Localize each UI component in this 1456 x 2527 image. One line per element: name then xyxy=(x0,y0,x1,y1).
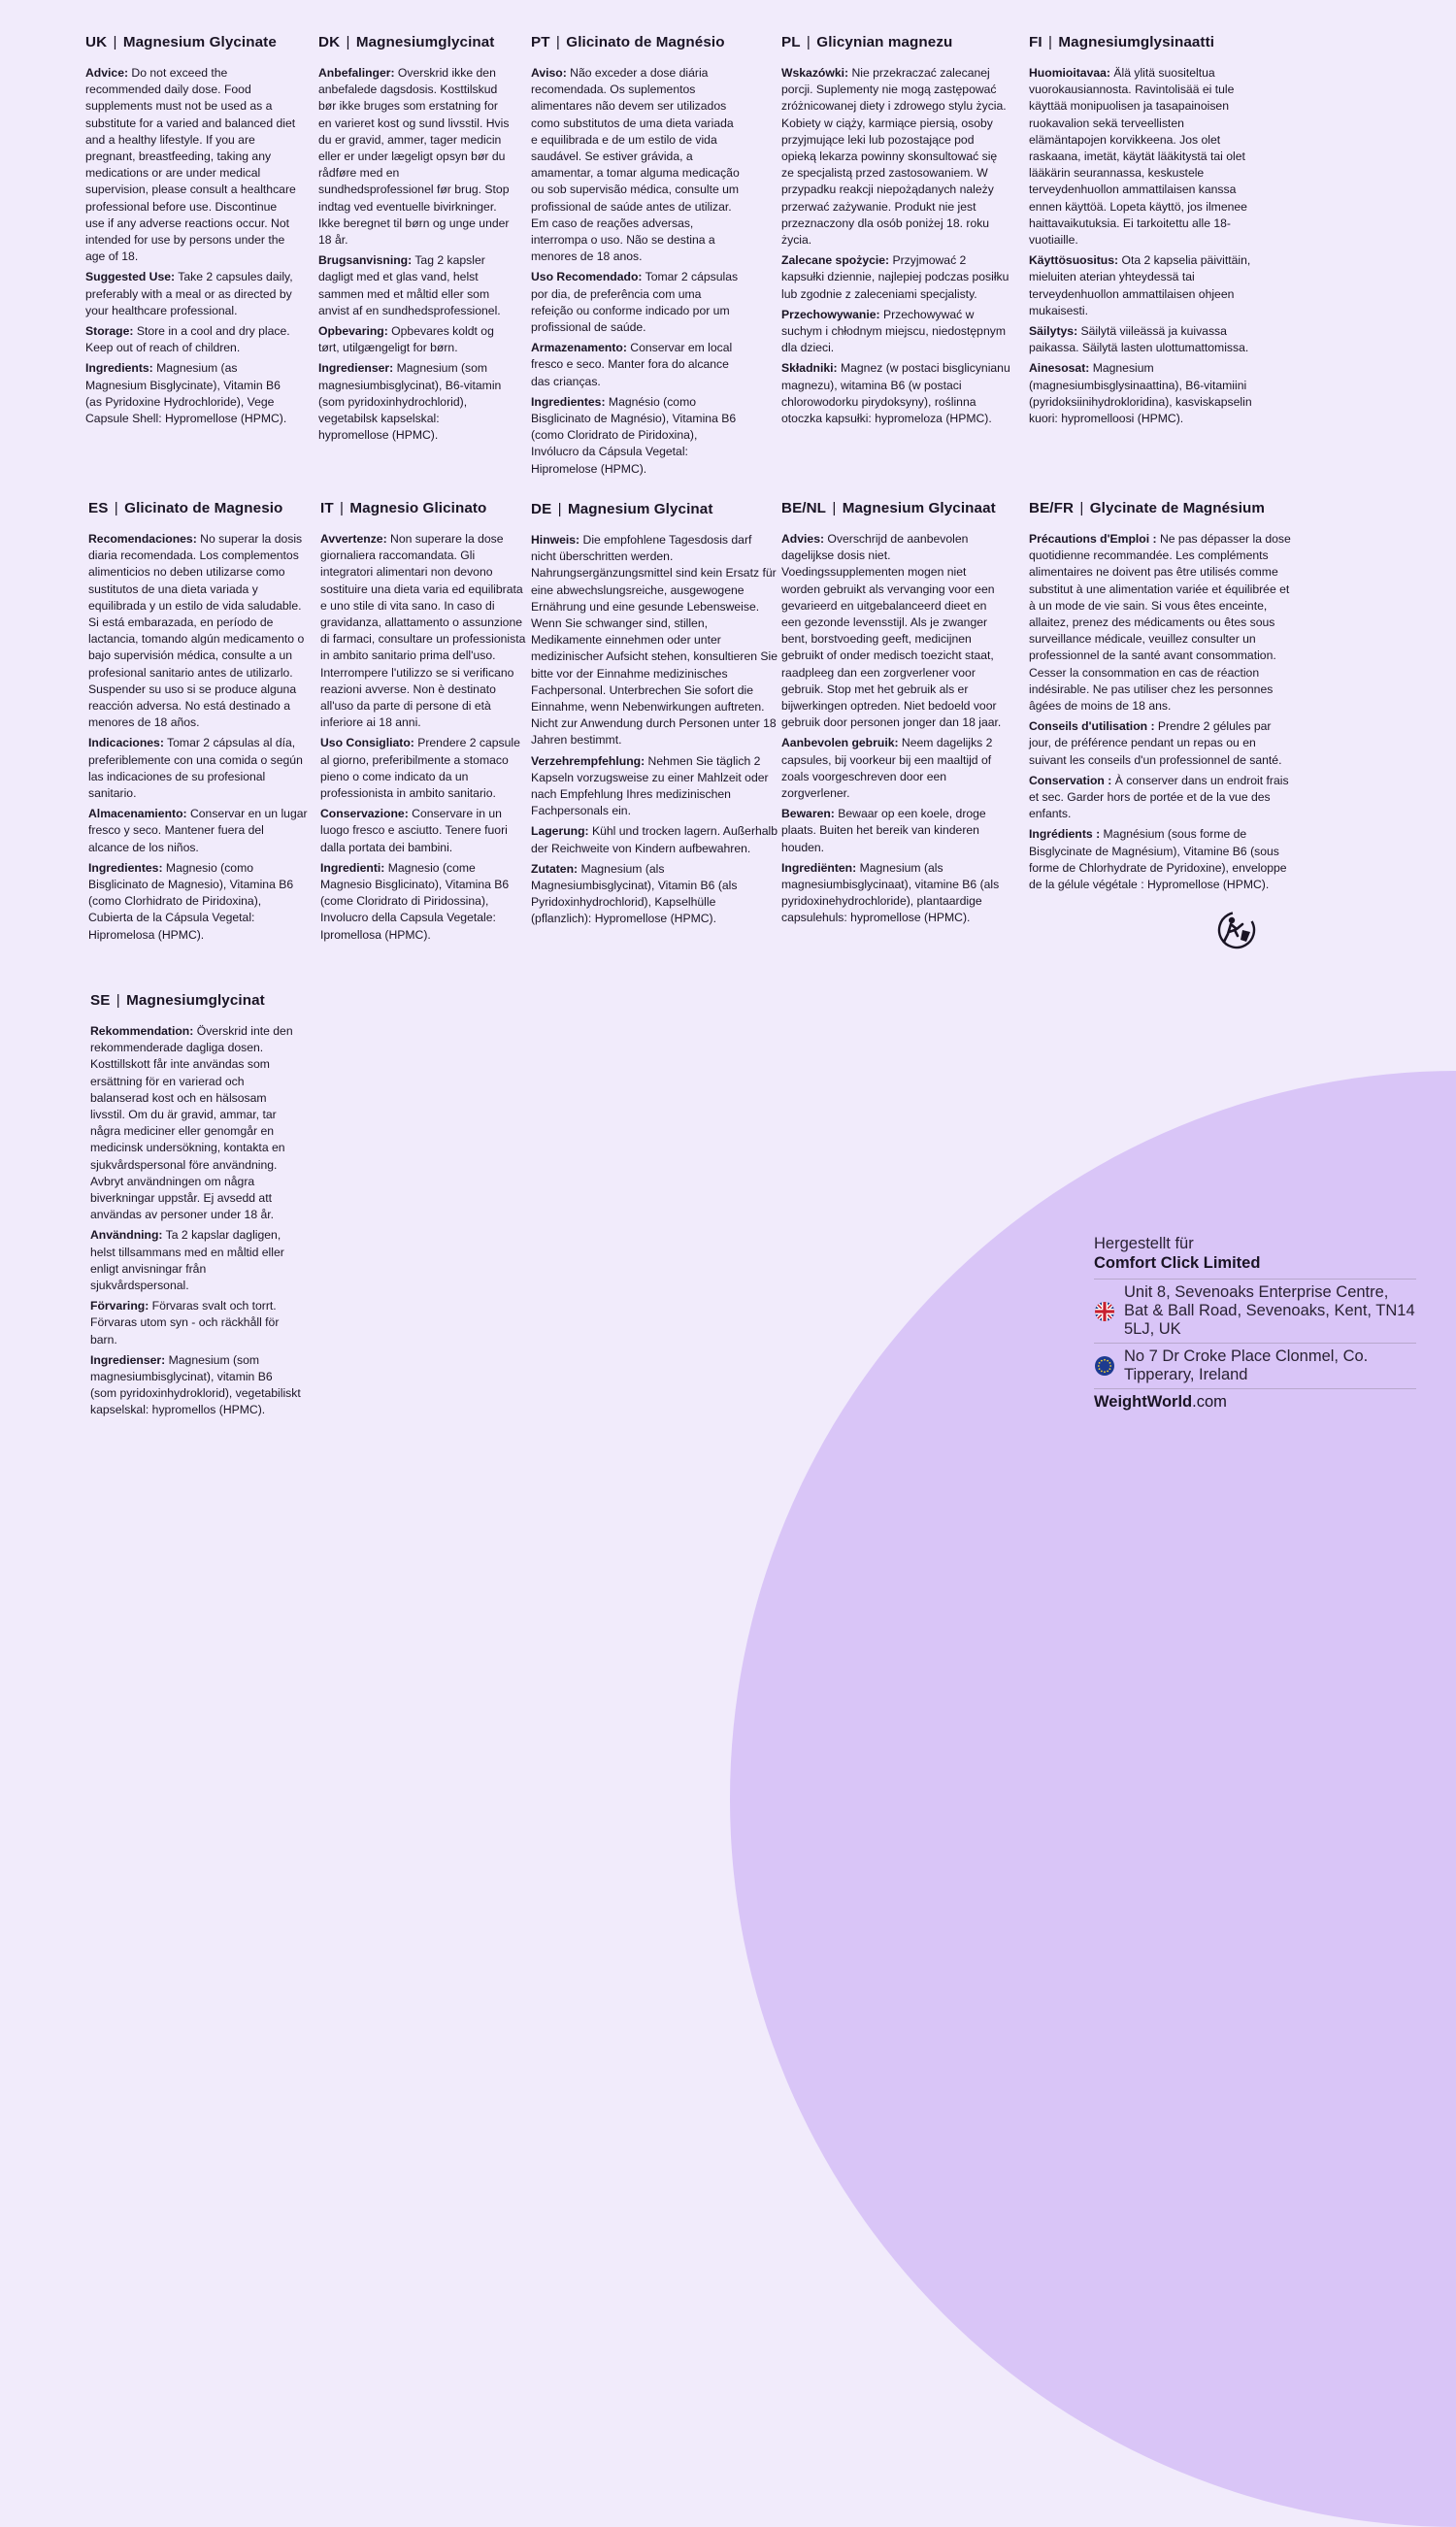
paragraph-text: Magnésium (sous forme de Bisglycinate de Magnésium), Vitamine B6 (sous forme de Chlorhydrate de Pyridoxine), enveloppe de la gélule végétale : Hypromellose (HPMC). xyxy=(1029,827,1287,892)
paragraph-label: Avvertenze: xyxy=(320,532,387,546)
section-heading xyxy=(90,991,301,1011)
info-paragraph xyxy=(318,65,513,249)
paragraph-label: Ingredienser: xyxy=(90,1352,166,1367)
info-paragraph xyxy=(781,531,1003,731)
info-paragraph xyxy=(531,340,740,390)
made-for-label: Hergestellt für xyxy=(1094,1235,1194,1252)
country-code: IT xyxy=(320,500,334,516)
product-title: Magnesium Glycinaat xyxy=(842,500,996,516)
paragraph-text: Ota 2 kapselia päivittäin, mieluiten aterian yhteydessä tai terveydenhuollon ammattilaisen ohjeen mukaisesti. xyxy=(1029,253,1251,317)
paragraph-text: Magnesium (als magnesiumbisglycinaat), vitamine B6 (als pyridoxinehydrochloride), plantaardige capsulehuls: hypromellose (HPMC). xyxy=(781,860,1000,925)
paragraph-label: Storage: xyxy=(85,324,134,339)
info-paragraph xyxy=(320,531,526,731)
info-paragraph xyxy=(85,360,299,427)
info-paragraph xyxy=(781,65,1010,249)
section-it xyxy=(320,499,526,948)
paragraph-text: Älä ylitä suositeltua vuorokausiannosta. Ravintolisää ei tule käyttää monipuolisen ja tasapainoisen ruokavalion sekä terveellisten elämäntapojen korvikkeena. Jos olet raskaana, imetät, käytät lääkitystä tai olet lääkärin seurannassa, keskustele terveydenhuollon ammattilaisen kanssa ennen käyttöä. Lopeta käyttö, jos ilmenee haittavaikutuksia. Ei tarkoitettu alle 18-vuotiaille. xyxy=(1029,66,1247,248)
heading-separator: | xyxy=(112,992,125,1009)
info-paragraph xyxy=(85,65,299,265)
tidyman-dispose-icon xyxy=(1215,909,1258,951)
paragraph-label: Verzehrempfehlung: xyxy=(531,753,645,768)
paragraph-text: Neem dagelijks 2 capsules, bij voorkeur bij een maaltijd of zoals voorgeschreven door een zorgverlener. xyxy=(781,736,993,801)
product-title: Magnesiumglycinat xyxy=(355,34,495,50)
paragraph-label: Conservation : xyxy=(1029,773,1112,787)
paragraph-label: Advice: xyxy=(85,66,129,80)
heading-separator: | xyxy=(342,34,354,50)
paragraph-label: Ingredientes: xyxy=(531,394,606,409)
country-code: BE/FR xyxy=(1029,500,1075,516)
info-paragraph xyxy=(781,806,1003,856)
info-paragraph xyxy=(1029,531,1291,715)
paragraph-text: À conserver dans un endroit frais et sec. Garder hors de portée et de la vue des enfants. xyxy=(1029,773,1289,821)
paragraph-text: Do not exceed the recommended daily dose. Food supplements must not be used as a substitute for a varied and balanced diet and a healthy lifestyle. If you are pregnant, breastfeeding, taking any medications or are under medical supervision, please consult a healthcare professional before use. Discontinue use if any adverse reactions occur. Not intended for use by persons under the age of 18. xyxy=(85,66,296,264)
section-heading xyxy=(781,499,1003,518)
paragraph-label: Huomioitavaa: xyxy=(1029,66,1110,80)
section-fi xyxy=(1029,33,1258,431)
info-paragraph xyxy=(531,269,740,336)
country-code: DE xyxy=(531,501,552,517)
info-paragraph xyxy=(320,806,526,856)
paragraph-text: Overskrid ikke den anbefalede dagsdosis. Kosttilskud bør ikke bruges som erstatning for en varieret kost og sund livsstil. Hvis du er gravid, ammer, tager medicin eller er under lægeligt opsyn bør du rådføre med en sundhedsprofessionel før brug. Stop indtag ved eventuelle bivirkninger. Ikke beregnet til børn og unge under 18 år. xyxy=(318,66,510,248)
paragraph-label: Zutaten: xyxy=(531,861,579,876)
paragraph-label: Przechowywanie: xyxy=(781,307,880,321)
heading-separator: | xyxy=(551,34,565,50)
paragraph-text: Magnesium (magnesiumbisglysinaattina), B6-vitamiini (pyridoksiinihydrokloridina), kasviskapselin kuori: hypromelloosi (HPMC). xyxy=(1029,361,1252,426)
section-heading xyxy=(318,33,513,52)
paragraph-text: Magnez (w postaci bisglicynianu magnezu), witamina B6 (w postaci chlorowodorku pirydoksyny), roślinna otoczka kapsułki: hypromeloza (HPMC). xyxy=(781,361,1010,426)
paragraph-text: Magnesio (como Bisglicinato de Magnesio), Vitamina B6 (como Clorhidrato de Piridoxina), Cubierta de la Cápsula Vegetal: Hipromelosa (HPMC). xyxy=(88,860,294,942)
heading-separator: | xyxy=(335,500,348,516)
heading-separator: | xyxy=(110,500,123,516)
info-paragraph xyxy=(318,323,513,356)
paragraph-text: Tag 2 kapsler dagligt med et glas vand, helst sammen med et måltid eller som anvist af en sundhedsprofessionel. xyxy=(318,253,501,317)
country-code: DK xyxy=(318,34,341,50)
info-paragraph xyxy=(88,531,308,731)
section-heading xyxy=(531,500,779,519)
info-paragraph xyxy=(320,735,526,802)
info-paragraph xyxy=(781,860,1003,927)
paragraph-text: Conservar em local fresco e seco. Manter fora do alcance das crianças. xyxy=(531,341,733,388)
paragraph-label: Advies: xyxy=(781,532,825,546)
paragraph-text: Tomar 2 cápsulas por dia, de preferência com uma refeição ou conforme indicado por um profissional de saúde. xyxy=(531,270,739,335)
section-heading xyxy=(1029,499,1291,518)
product-title: Glicynian magnezu xyxy=(816,34,953,50)
info-paragraph xyxy=(318,252,513,319)
paragraph-text: Conservare in un luogo fresco e asciutto. Tenere fuori dalla portata dei bambini. xyxy=(320,807,508,854)
info-paragraph xyxy=(90,1352,301,1419)
section-heading xyxy=(781,33,1010,52)
section-es xyxy=(88,499,308,948)
info-paragraph xyxy=(88,735,308,802)
paragraph-text: Conservar en un lugar fresco y seco. Mantener fuera del alcance de los niños. xyxy=(88,807,308,854)
paragraph-label: Conseils d'utilisation : xyxy=(1029,719,1155,734)
country-code: ES xyxy=(88,500,109,516)
paragraph-label: Almacenamiento: xyxy=(88,807,187,821)
paragraph-label: Anbefalinger: xyxy=(318,66,395,80)
paragraph-label: Suggested Use: xyxy=(85,270,176,284)
paragraph-text: Prendere 2 capsule al giorno, preferibilmente a stomaco pieno o come indicato da un professionista in ambito sanitario. xyxy=(320,736,520,801)
section-be-fr xyxy=(1029,499,1291,897)
country-code: PL xyxy=(781,34,801,50)
info-paragraph xyxy=(781,307,1010,357)
info-paragraph xyxy=(88,860,308,944)
product-title: Glicinato de Magnesio xyxy=(124,500,283,516)
paragraph-text: Magnesium (als Magnesiumbisglycinat), Vitamin B6 (als Pyridoxinhydrochlorid), Kapselhülle (pflanzlich): Hypromellose (HPMC). xyxy=(531,861,738,926)
paragraph-label: Förvaring: xyxy=(90,1299,149,1313)
paragraph-label: Précautions d'Emploi : xyxy=(1029,532,1157,546)
paragraph-text: Magnesium (som magnesiumbisglycinat), B6-vitamin (som pyridoxinhydrochlorid), vegetabilsk kapselskal: hypromellose (HPMC). xyxy=(318,361,502,443)
section-de xyxy=(531,500,779,932)
paragraph-text: Die empfohlene Tagesdosis darf nicht überschritten werden. Nahrungsergänzungsmittel sind kein Ersatz für eine abwechslungsreiche, ausgewogene Ernährung und eine gesunde Lebensweise. Wenn Sie schwanger sind, stillen, Medikamente einnehmen oder unter medizinischer Aufsicht stehen, konsultieren Sie bitte vor der Einnahme medizinisches Fachpersonal. Unterbrechen Sie sofort die Einnahme, wenn Nebenwirkungen auftreten. Nicht zur Anwendung durch Personen unter 18 Jahren bestimmt. xyxy=(531,533,778,748)
paragraph-label: Bewaren: xyxy=(781,807,835,821)
paragraph-text: Przechowywać w suchym i chłodnym miejscu, niedostępnym dla dzieci. xyxy=(781,307,1006,355)
eu-address: No 7 Dr Croke Place Clonmel, Co. Tipperary, Ireland xyxy=(1124,1347,1369,1383)
info-paragraph xyxy=(531,823,779,856)
paragraph-label: Opbevaring: xyxy=(318,324,388,339)
paragraph-label: Säilytys: xyxy=(1029,324,1078,339)
paragraph-label: Uso Consigliato: xyxy=(320,736,414,750)
paragraph-text: No superar la dosis diaria recomendada. Los complementos alimenticios no deben utilizarse como sustitutos de una dieta variada y equilibrada y un estilo de vida saludable. Si está embarazada, en período de lactancia, tomando algún medicamento o bajo supervisión médica, consulte a un profesional sanitario antes de utilizarlo. Suspender su uso si se produce alguna reacción adversa. No está destinado a menores de 18 años. xyxy=(88,532,305,730)
heading-separator: | xyxy=(553,501,566,517)
info-paragraph xyxy=(1029,773,1291,823)
paragraph-text: Ta 2 kapslar dagligen, helst tillsammans med en måltid eller enligt anvisningar från sjukvårdspersonal. xyxy=(90,1228,284,1293)
paragraph-text: Säilytä viileässä ja kuivassa paikassa. Säilytä lasten ulottumattomissa. xyxy=(1029,324,1249,355)
info-paragraph xyxy=(781,252,1010,303)
info-paragraph xyxy=(90,1227,301,1294)
section-uk xyxy=(85,33,299,431)
paragraph-text: Przyjmować 2 kapsułki dziennie, najlepiej podczas posiłku lub zgodnie z zaleceniami specjalisty. xyxy=(781,253,1009,301)
section-dk xyxy=(318,33,513,448)
paragraph-text: Overschrijd de aanbevolen dagelijkse dosis niet. Voedingssupplementen mogen niet worden gebruikt als vervanging voor een gevarieerd en uitgebalanceerd dieet en een gezonde levensstijl. Als je zwanger bent, borstvoeding geeft, medicijnen gebruikt of onder medisch toezicht staat, raadpleeg dan een zorgverlener voor gebruik. Stop met het gebruik als er bijwerkingen optreden. Niet bedoeld voor gebruik door personen jonger dan 18 jaar. xyxy=(781,532,1002,730)
paragraph-text: Non superare la dose giornaliera raccomandata. Gli integratori alimentari non devono sostituire una dieta varia ed equilibrata e uno stile di vita sano. In caso di gravidanza, allattamento o assunzione di farmaci, consultare un professionista in ambito sanitario prima dell'uso. Interrompere l'utilizzo se si verificano reazioni avverse. Non è destinato all'uso da parte di persone di età inferiore ai 18 anni. xyxy=(320,532,526,730)
heading-separator: | xyxy=(109,34,121,50)
paragraph-label: Recomendaciones: xyxy=(88,532,197,546)
paragraph-label: Armazenamento: xyxy=(531,341,627,355)
country-code: UK xyxy=(85,34,108,50)
paragraph-text: Ne pas dépasser la dose quotidienne recommandée. Les compléments alimentaires ne doivent pas être utilisés comme substitut à une alimentation variée et équilibrée et à un mode de vie sain. Si vous êtes enceinte, allaitez, prenez des médicaments ou êtes sous surveillance médicale, veuillez consulter un professionnel de la santé avant consommation. Cesser la consommation en cas de réaction indésirable. Ne pas utiliser chez les personnes âgées de moins de 18 ans. xyxy=(1029,532,1291,714)
info-paragraph xyxy=(318,360,513,444)
info-paragraph xyxy=(531,65,740,265)
paragraph-label: Lagerung: xyxy=(531,824,589,839)
section-heading xyxy=(88,499,308,518)
info-paragraph xyxy=(1029,718,1291,769)
info-paragraph xyxy=(1029,826,1291,893)
info-paragraph xyxy=(1029,323,1258,356)
paragraph-label: Ingredienti: xyxy=(320,860,385,875)
website-tld: .com xyxy=(1192,1393,1227,1411)
section-pl xyxy=(781,33,1010,431)
paragraph-label: Składniki: xyxy=(781,361,838,376)
country-code: PT xyxy=(531,34,550,50)
paragraph-text: Kühl und trocken lagern. Außerhalb der Reichweite von Kindern aufbewahren. xyxy=(531,824,778,855)
product-title: Magnesiumglysinaatti xyxy=(1058,34,1215,50)
info-paragraph xyxy=(85,269,299,319)
info-paragraph xyxy=(781,360,1010,427)
section-heading xyxy=(85,33,299,52)
paragraph-label: Hinweis: xyxy=(531,533,580,547)
paragraph-label: Ingredienser: xyxy=(318,361,394,376)
paragraph-label: Ingredients: xyxy=(85,361,153,376)
info-paragraph xyxy=(85,323,299,356)
heading-separator: | xyxy=(828,500,841,516)
paragraph-text: Tomar 2 cápsulas al día, preferiblemente con una comida o según las indicaciones de su profesional sanitario. xyxy=(88,736,303,801)
paragraph-label: Conservazione: xyxy=(320,807,409,821)
website-brand: WeightWorld xyxy=(1094,1393,1193,1411)
paragraph-label: Aanbevolen gebruik: xyxy=(781,736,899,750)
product-title: Magnesium Glycinat xyxy=(568,501,713,517)
paragraph-label: Indicaciones: xyxy=(88,736,164,750)
paragraph-label: Ainesosat: xyxy=(1029,361,1090,376)
info-paragraph xyxy=(531,753,779,820)
paragraph-label: Wskazówki: xyxy=(781,66,849,80)
section-heading xyxy=(320,499,526,518)
uk-address: Unit 8, Sevenoaks Enterprise Centre, Bat & Ball Road, Sevenoaks, Kent, TN14 5LJ, UK xyxy=(1124,1283,1415,1338)
info-paragraph xyxy=(781,735,1003,802)
product-title: Magnesiumglycinat xyxy=(126,992,265,1009)
section-heading xyxy=(1029,33,1258,52)
paragraph-text: Prendre 2 gélules par jour, de préférence pendant un repas ou en suivant les conseils d'un professionnel de santé. xyxy=(1029,719,1282,767)
uk-address-row xyxy=(1094,1279,1416,1343)
paragraph-text: Store in a cool and dry place. Keep out of reach of children. xyxy=(85,324,290,355)
country-code: SE xyxy=(90,992,111,1009)
paragraph-text: Magnesio (come Magnesio Bisglicinato), Vitamina B6 (come Cloridrato di Piridossina), Involucro della Capsula Vegetale: Ipromellosa (HPMC). xyxy=(320,860,510,942)
info-paragraph xyxy=(90,1023,301,1223)
product-title: Magnesio Glicinato xyxy=(349,500,487,516)
manufacturer-info xyxy=(1094,1235,1416,1412)
info-paragraph xyxy=(320,860,526,944)
heading-separator: | xyxy=(802,34,815,50)
paragraph-text: Förvaras svalt och torrt. Förvaras utom syn - och räckhåll för barn. xyxy=(90,1299,280,1347)
paragraph-label: Användning: xyxy=(90,1228,163,1243)
country-code: BE/NL xyxy=(781,500,827,516)
info-paragraph xyxy=(1029,252,1258,319)
info-paragraph xyxy=(90,1298,301,1348)
paragraph-text: Magnesium (som magnesiumbisglycinat), vitamin B6 (som pyridoxinhydroklorid), vegetabiliskt kapselskal: hypromellos (HPMC). xyxy=(90,1352,301,1417)
info-paragraph xyxy=(1029,360,1258,427)
info-paragraph xyxy=(531,532,779,749)
paragraph-label: Zalecane spożycie: xyxy=(781,253,890,268)
company-name: Comfort Click Limited xyxy=(1094,1254,1261,1272)
info-paragraph xyxy=(531,861,779,928)
eu-flag-icon xyxy=(1094,1355,1115,1377)
product-title: Glicinato de Magnésio xyxy=(566,34,725,50)
paragraph-label: Aviso: xyxy=(531,66,567,80)
section-se xyxy=(90,991,301,1423)
heading-separator: | xyxy=(1043,34,1057,50)
product-title: Glycinate de Magnésium xyxy=(1089,500,1266,516)
section-pt xyxy=(531,33,740,482)
eu-address-row xyxy=(1094,1343,1416,1388)
paragraph-text: Överskrid inte den rekommenderade dagliga dosen. Kosttillskott får inte användas som ersättning för en varierad och balanserad kost och en hälsosam livsstil. Om du är gravid, ammar, tar några mediciner eller genomgår en medicinsk undersökning, kontakta en sjukvårdspersonal före användning. Avbryt användningen om några biverkningar uppstår. Ej avsedd att användas av personer under 18 år. xyxy=(90,1024,293,1222)
paragraph-text: Não exceder a dose diária recomendada. Os suplementos alimentares não devem ser utilizados como substitutos de uma dieta variada e equilibrada e de um estilo de vida saudável. Se estiver grávida, a amamentar, a tomar alguma medicação ou sob supervisão médica, consulte um profissional de saúde antes de utilizar. Em caso de reações adversas, interrompa o uso. Não se destina a menores de 18 anos. xyxy=(531,66,740,264)
paragraph-text: Bewaar op een koele, droge plaats. Buiten het bereik van kinderen houden. xyxy=(781,807,986,854)
paragraph-label: Ingrediënten: xyxy=(781,860,857,875)
paragraph-label: Brugsanvisning: xyxy=(318,253,413,268)
website xyxy=(1094,1388,1416,1412)
heading-separator: | xyxy=(1075,500,1088,516)
info-paragraph xyxy=(1029,65,1258,249)
paragraph-text: Magnesium (as Magnesium Bisglycinate), Vitamin B6 (as Pyridoxine Hydrochloride), Vege Capsule Shell: Hypromellose (HPMC). xyxy=(85,361,287,426)
paragraph-label: Uso Recomendado: xyxy=(531,270,643,284)
info-paragraph xyxy=(88,806,308,856)
paragraph-label: Käyttösuositus: xyxy=(1029,253,1119,268)
paragraph-label: Rekommendation: xyxy=(90,1024,194,1038)
paragraph-text: Opbevares koldt og tørt, utilgængeligt for børn. xyxy=(318,324,494,355)
section-heading xyxy=(531,33,740,52)
paragraph-label: Ingredientes: xyxy=(88,860,163,875)
country-code: FI xyxy=(1029,34,1042,50)
info-paragraph xyxy=(531,394,740,478)
paragraph-label: Ingrédients : xyxy=(1029,827,1101,842)
uk-flag-icon xyxy=(1094,1301,1115,1322)
section-be-nl xyxy=(781,499,1003,931)
paragraph-text: Take 2 capsules daily, preferably with a meal or as directed by your healthcare professional. xyxy=(85,270,293,317)
paragraph-text: Nehmen Sie täglich 2 Kapseln vorzugsweise zu einer Mahlzeit oder nach Empfehlung Ihres medizinischen Fachpersonals ein. xyxy=(531,753,769,818)
product-title: Magnesium Glycinate xyxy=(122,34,277,50)
paragraph-text: Nie przekraczać zalecanej porcji. Suplementy nie mogą zastępować zróżnicowanej diety i zdrowego stylu życia. Kobiety w ciąży, karmiące piersią, osoby przyjmujące leki lub pozostające pod opieką lekarza powinny skonsultować się ze specjalistą przed zastosowaniem. W przypadku reakcji niepożądanych należy przerwać zażywanie. Produkt nie jest przeznaczony dla osób poniżej 18. roku życia. xyxy=(781,66,1007,248)
paragraph-text: Magnésio (como Bisglicinato de Magnésio), Vitamina B6 (como Cloridrato de Piridoxina), Invólucro da Cápsula Vegetal: Hipromelose (HPMC). xyxy=(531,394,737,476)
